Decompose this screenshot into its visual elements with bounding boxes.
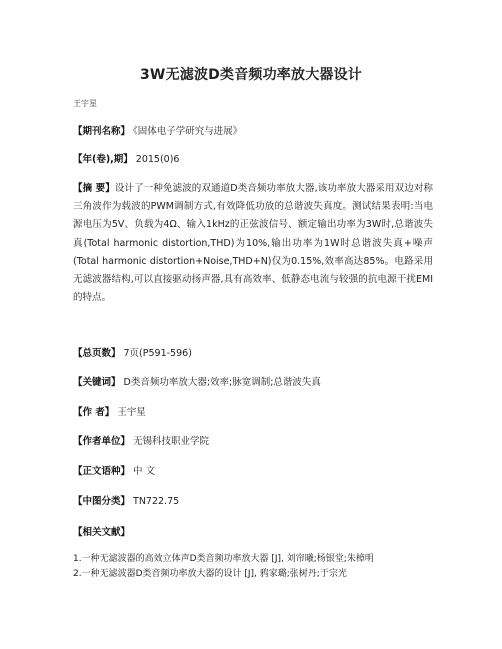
abstract-text: 设计了一种免滤波的双通道D类音频功率放大器,该功率放大器采用双边对称三角波作为载波的PWM调制方式,有效降低功放的总谐波失真度。测试结果表明:当电源电压为5V、负载为4Ω、输入1kHz的正弦波信号、额定输出功率为3W时,总谐波失真(Total harmonic distortion,THD)为10%,输出功率为1W时总谐波失真+噪声(Total harmonic distortion+Noise,THD+N)仅为0.15%,效率高达85%。电路采用无滤波器结构,可以直接驱动扬声器,具有高效率、低静态电流与较强的抗电源干扰EMI的特点。 [73,183,433,304]
classification-label: 【中图分类】 [73,496,131,507]
author-name: 王宇星 [73,99,97,108]
keywords-value: D类音频功率放大器;效率;脉宽调制;总谐波失真 [123,377,321,388]
classification-value: TN722.75 [133,496,180,507]
keywords-field [73,374,433,392]
year-issue-field [73,151,433,169]
year-issue-label: 【年(卷),期】 [73,154,133,165]
pages-value: 7页(P591-596) [123,348,192,359]
journal-value: 《固体电子学研究与进展》 [133,126,243,137]
authors-label: 【作 者】 [73,407,115,418]
pages-label: 【总页数】 [73,348,121,359]
related-literature-list [73,552,453,581]
journal-label: 【期刊名称】 [73,126,131,137]
affiliation-value: 无锡科技职业学院 [133,436,210,447]
affiliation-label: 【作者单位】 [73,436,131,447]
list-item[interactable]: 1.一种无滤波器的高效立体声D类音频功率放大器 [J], 刘帘曦;杨银堂;朱樟明 [73,554,374,564]
authors-value: 王宇星 [117,407,146,418]
document-title: 3W无滤波D类音频功率放大器设计 [139,67,362,83]
list-item[interactable]: 2.一种无滤波器D类音频功率放大器的设计 [J], 鸦家璐;张树丹;于宗光 [73,568,347,579]
language-field [73,463,433,481]
affiliation-field [73,433,433,451]
pages-field [73,345,433,363]
authors-field [73,404,433,422]
keywords-label: 【关键词】 [73,377,121,388]
abstract-block [73,180,433,307]
language-label: 【正文语种】 [73,466,131,477]
year-issue-value: 2015(0)6 [135,154,180,165]
journal-field [73,123,433,141]
abstract-label: 【摘 要】 [73,183,115,194]
related-literature-heading: 【相关文献】 [73,527,131,538]
language-value: 中 文 [133,466,156,477]
classification-field [73,493,433,511]
